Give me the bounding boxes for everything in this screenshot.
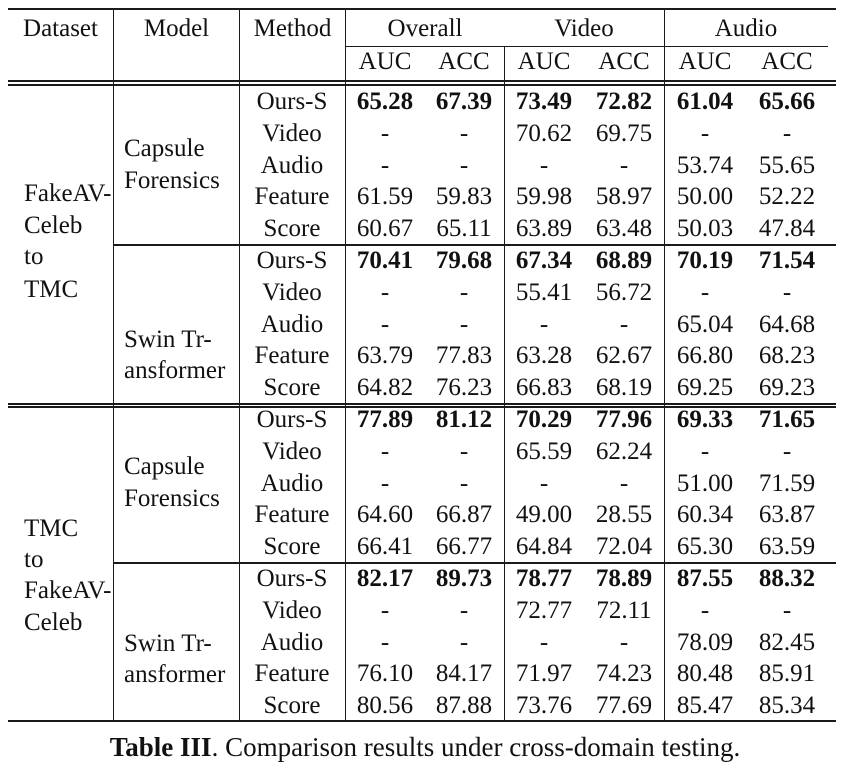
header-method: Method xyxy=(253,15,332,42)
value-cell: 71.65 xyxy=(758,406,816,433)
header-model: Model xyxy=(143,15,210,42)
value-cell: 61.59 xyxy=(356,183,414,211)
value-cell: - xyxy=(539,628,549,656)
value-cell: - xyxy=(459,596,469,624)
model-label-line: Swin Tr- xyxy=(124,326,212,353)
value-cell: - xyxy=(700,278,710,306)
value-cell: 71.59 xyxy=(758,469,816,497)
value-cell: 69.75 xyxy=(595,119,653,147)
value-cell: 71.97 xyxy=(515,660,573,688)
value-cell: 63.59 xyxy=(758,533,816,561)
header-metric-auc: AUC xyxy=(678,48,732,75)
value-cell: 66.41 xyxy=(356,533,414,561)
value-cell: - xyxy=(700,119,710,147)
value-cell: - xyxy=(619,151,629,179)
model-label-line: Swin Tr- xyxy=(124,630,212,657)
dataset-label-line: to xyxy=(24,546,44,573)
header-group-video: Video xyxy=(554,15,614,42)
value-cell: 65.66 xyxy=(758,88,816,115)
value-cell: 76.10 xyxy=(356,660,414,688)
value-cell: 55.65 xyxy=(758,151,816,179)
value-cell: 77.69 xyxy=(595,692,653,720)
value-cell: 50.00 xyxy=(676,183,734,211)
value-cell: - xyxy=(782,437,792,465)
model-label-line: ansformer xyxy=(124,661,226,688)
header-rule-1 xyxy=(8,80,836,82)
value-cell: - xyxy=(700,596,710,624)
value-cell: 65.30 xyxy=(676,533,734,561)
value-cell: 62.67 xyxy=(595,342,653,370)
value-cell: 77.83 xyxy=(435,342,493,370)
value-cell: - xyxy=(459,310,469,338)
value-cell: 49.00 xyxy=(515,501,573,529)
value-cell: 78.89 xyxy=(595,565,653,592)
value-cell: - xyxy=(459,469,469,497)
value-cell: 69.33 xyxy=(676,406,734,433)
value-cell: - xyxy=(459,119,469,147)
group-underline xyxy=(346,46,828,47)
value-cell: - xyxy=(459,628,469,656)
value-cell: 70.29 xyxy=(515,406,573,433)
model-separator-1 xyxy=(114,244,836,246)
method-cell: Ours-S xyxy=(256,406,328,433)
value-cell: 52.22 xyxy=(758,183,816,211)
value-cell: 56.72 xyxy=(595,278,653,306)
value-cell: 85.91 xyxy=(758,660,816,688)
value-cell: 87.88 xyxy=(435,692,493,720)
value-cell: 78.77 xyxy=(515,565,573,592)
value-cell: 72.04 xyxy=(595,533,653,561)
value-cell: 59.98 xyxy=(515,183,573,211)
value-cell: 85.34 xyxy=(758,692,816,720)
value-cell: - xyxy=(380,278,390,306)
value-cell: 80.48 xyxy=(676,660,734,688)
value-cell: 78.09 xyxy=(676,628,734,656)
value-cell: 70.62 xyxy=(515,119,573,147)
method-cell: Score xyxy=(263,533,321,561)
value-cell: 88.32 xyxy=(758,565,816,592)
header-metric-acc: ACC xyxy=(438,48,490,75)
method-cell: Feature xyxy=(254,660,330,688)
value-cell: 59.83 xyxy=(435,183,493,211)
value-cell: 66.77 xyxy=(435,533,493,561)
method-cell: Ours-S xyxy=(256,565,328,592)
value-cell: 89.73 xyxy=(435,565,493,592)
table-caption xyxy=(0,732,850,763)
value-cell: - xyxy=(380,469,390,497)
bottom-rule xyxy=(8,720,836,722)
value-cell: 80.56 xyxy=(356,692,414,720)
value-cell: - xyxy=(459,151,469,179)
method-cell: Video xyxy=(262,278,322,306)
dataset-label-line: TMC xyxy=(24,276,79,303)
header-metric-acc: ACC xyxy=(761,48,813,75)
value-cell: 67.34 xyxy=(515,247,573,274)
method-cell: Audio xyxy=(260,469,324,497)
value-cell: 58.97 xyxy=(595,183,653,211)
value-cell: 71.54 xyxy=(758,247,816,274)
value-cell: 72.82 xyxy=(595,88,653,115)
value-cell: 73.49 xyxy=(515,88,573,115)
value-cell: 60.67 xyxy=(356,215,414,243)
value-cell: 63.87 xyxy=(758,501,816,529)
value-cell: - xyxy=(782,119,792,147)
value-cell: 68.23 xyxy=(758,342,816,370)
value-cell: - xyxy=(539,469,549,497)
method-cell: Audio xyxy=(260,151,324,179)
value-cell: 66.80 xyxy=(676,342,734,370)
header-group-overall: Overall xyxy=(387,15,463,42)
value-cell: 62.24 xyxy=(595,437,653,465)
header-metric-acc: ACC xyxy=(598,48,650,75)
value-cell: 53.74 xyxy=(676,151,734,179)
method-cell: Audio xyxy=(260,310,324,338)
header-dataset: Dataset xyxy=(23,15,98,42)
value-cell: - xyxy=(539,310,549,338)
value-cell: - xyxy=(380,628,390,656)
header-rule-2 xyxy=(8,84,836,86)
value-cell: 51.00 xyxy=(676,469,734,497)
value-cell: - xyxy=(380,151,390,179)
value-cell: 66.83 xyxy=(515,374,573,402)
value-cell: 74.23 xyxy=(595,660,653,688)
value-cell: - xyxy=(380,437,390,465)
value-cell: 72.11 xyxy=(596,596,652,624)
caption-text: . Comparison results under cross-domain testing. xyxy=(211,732,741,762)
value-cell: 64.84 xyxy=(515,533,573,561)
model-label-line: Capsule xyxy=(124,135,205,162)
model-separator-2 xyxy=(114,562,836,564)
value-cell: 76.23 xyxy=(435,374,493,402)
value-cell: 61.04 xyxy=(676,88,734,115)
value-cell: 77.89 xyxy=(356,406,414,433)
value-cell: - xyxy=(459,278,469,306)
value-cell: 87.55 xyxy=(676,565,734,592)
value-cell: 47.84 xyxy=(758,215,816,243)
method-cell: Ours-S xyxy=(256,88,328,115)
model-label-line: ansformer xyxy=(124,357,226,384)
caption-label: Table III xyxy=(109,732,212,762)
dataset-label-line: Celeb xyxy=(24,609,83,636)
method-cell: Ours-S xyxy=(256,247,328,274)
value-cell: 82.17 xyxy=(356,565,414,592)
value-cell: 67.39 xyxy=(435,88,493,115)
value-cell: 73.76 xyxy=(515,692,573,720)
value-cell: - xyxy=(700,437,710,465)
method-cell: Feature xyxy=(254,501,330,529)
method-cell: Video xyxy=(262,119,322,147)
value-cell: - xyxy=(619,469,629,497)
dataset-label-line: Celeb xyxy=(24,212,83,239)
header-group-audio: Audio xyxy=(714,15,778,42)
value-cell: - xyxy=(782,596,792,624)
value-cell: 68.89 xyxy=(595,247,653,274)
value-cell: 65.59 xyxy=(515,437,573,465)
method-cell: Score xyxy=(263,692,321,720)
header-metric-auc: AUC xyxy=(358,48,412,75)
value-cell: 65.11 xyxy=(436,215,492,243)
value-cell: 81.12 xyxy=(435,406,493,433)
value-cell: 64.68 xyxy=(758,310,816,338)
value-cell: 28.55 xyxy=(595,501,653,529)
value-cell: 65.04 xyxy=(676,310,734,338)
value-cell: 64.82 xyxy=(356,374,414,402)
value-cell: 65.28 xyxy=(356,88,414,115)
value-cell: 60.34 xyxy=(676,501,734,529)
value-cell: 63.79 xyxy=(356,342,414,370)
value-cell: - xyxy=(782,278,792,306)
dataset-label-line: to xyxy=(24,243,44,270)
value-cell: - xyxy=(380,310,390,338)
value-cell: 77.96 xyxy=(595,406,653,433)
value-cell: 66.87 xyxy=(435,501,493,529)
model-label-line: Capsule xyxy=(124,453,205,480)
value-cell: 72.77 xyxy=(515,596,573,624)
value-cell: - xyxy=(619,628,629,656)
model-label-line: Forensics xyxy=(124,485,220,512)
col-divider-dataset xyxy=(113,8,114,720)
value-cell: 79.68 xyxy=(435,247,493,274)
value-cell: - xyxy=(539,151,549,179)
value-cell: 69.25 xyxy=(676,374,734,402)
top-rule xyxy=(8,8,836,10)
value-cell: 68.19 xyxy=(595,374,653,402)
dataset-label-line: FakeAV- xyxy=(24,577,112,604)
header-metric-auc: AUC xyxy=(517,48,571,75)
method-cell: Feature xyxy=(254,183,330,211)
dataset-label-line: FakeAV- xyxy=(24,180,112,207)
dataset-label-line: TMC xyxy=(24,515,79,542)
value-cell: - xyxy=(459,437,469,465)
method-cell: Video xyxy=(262,437,322,465)
model-label-line: Forensics xyxy=(124,167,220,194)
value-cell: 85.47 xyxy=(676,692,734,720)
method-cell: Audio xyxy=(260,628,324,656)
value-cell: - xyxy=(380,119,390,147)
value-cell: 63.48 xyxy=(595,215,653,243)
method-cell: Score xyxy=(263,374,321,402)
value-cell: 70.19 xyxy=(676,247,734,274)
value-cell: 70.41 xyxy=(356,247,414,274)
value-cell: 84.17 xyxy=(435,660,493,688)
value-cell: 63.28 xyxy=(515,342,573,370)
value-cell: - xyxy=(380,596,390,624)
value-cell: 63.89 xyxy=(515,215,573,243)
method-cell: Video xyxy=(262,596,322,624)
value-cell: 69.23 xyxy=(758,374,816,402)
method-cell: Score xyxy=(263,215,321,243)
value-cell: - xyxy=(619,310,629,338)
value-cell: 64.60 xyxy=(356,501,414,529)
method-cell: Feature xyxy=(254,342,330,370)
value-cell: 55.41 xyxy=(515,278,573,306)
dataset-separator-1 xyxy=(8,403,836,405)
value-cell: 50.03 xyxy=(676,215,734,243)
value-cell: 82.45 xyxy=(758,628,816,656)
